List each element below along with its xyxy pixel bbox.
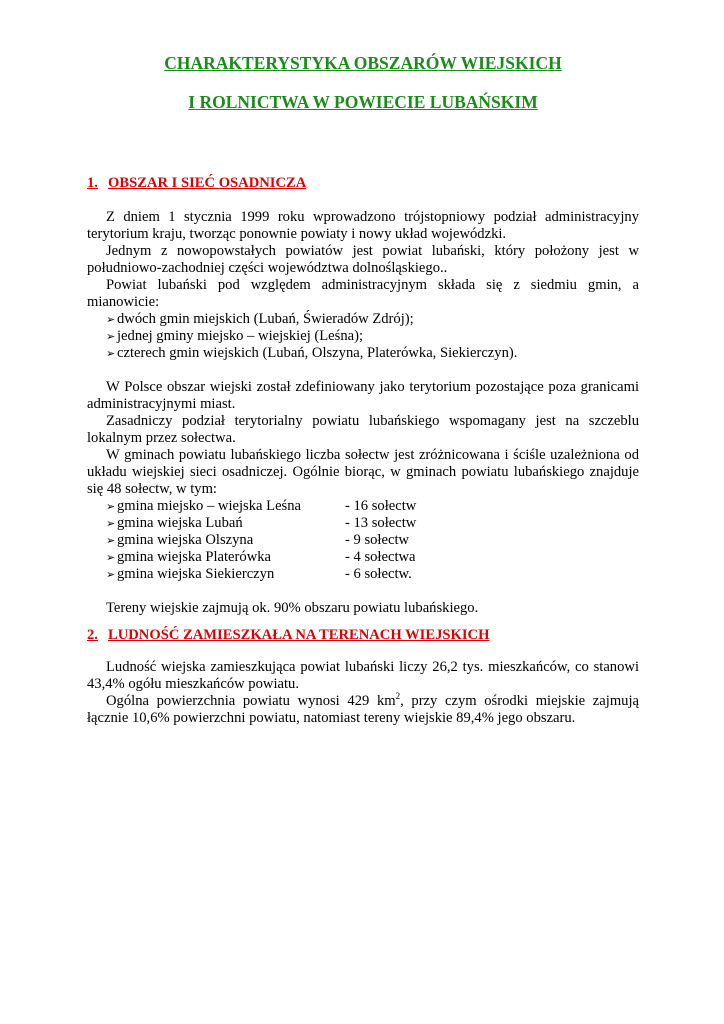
arrowhead-bullet-icon: ➢ <box>106 347 116 360</box>
arrowhead-bullet-icon: ➢ <box>106 517 116 530</box>
section1-paragraph: W gminach powiatu lubańskiego liczba sołectw jest zróżnicowana i ściśle uzależniona od układu wiejskiej sieci osadniczej. Ogólnie biorąc, w gminach powiatu lubańskiego znajduje się 48 sołectw, w tym: <box>87 447 639 497</box>
section1-paragraph: W Polsce obszar wiejski został zdefiniowany jako terytorium pozostające poza granicami administracyjnymi miast. <box>87 379 639 412</box>
section2-number: 2. <box>87 627 98 643</box>
section1-paragraph: Powiat lubański pod względem administracyjnym składa się z siedmiu gmin, a mianowicie: <box>87 277 639 310</box>
arrowhead-bullet-icon: ➢ <box>106 500 116 513</box>
arrowhead-bullet-icon: ➢ <box>106 534 116 547</box>
gminy-list <box>87 311 639 362</box>
section2-heading <box>87 627 639 644</box>
section1-paragraph: Jednym z nowopowstałych powiatów jest powiat lubański, który położony jest w południowo-zachodniej części województwa dolnośląskiego.. <box>87 243 639 276</box>
section1-paragraph: Tereny wiejskie zajmują ok. 90% obszaru powiatu lubańskiego. <box>106 600 479 616</box>
section1-paragraph: Zasadniczy podział terytorialny powiatu lubańskiego wspomagany jest na szczeblu lokalnym przez sołectwa. <box>87 413 639 446</box>
section1-number: 1. <box>87 175 98 191</box>
list-item: ➢ gmina wiejska Siekierczyn - 6 sołectw. <box>106 566 412 582</box>
arrowhead-bullet-icon: ➢ <box>106 551 116 564</box>
section2-paragraph: Ludność wiejska zamieszkująca powiat lubański liczy 26,2 tys. mieszkańców, co stanowi 43,4% ogółu mieszkańców powiatu. <box>87 659 639 692</box>
arrowhead-bullet-icon: ➢ <box>106 313 116 326</box>
list-item: ➢ jednej gminy miejsko – wiejskiej (Leśna); <box>106 328 364 344</box>
list-item: ➢ gmina wiejska Platerówka - 4 sołectwa <box>106 549 416 565</box>
list-item: ➢ dwóch gmin miejskich (Lubań, Świeradów Zdrój); <box>106 311 414 327</box>
arrowhead-bullet-icon: ➢ <box>106 568 116 581</box>
list-item: ➢ gmina wiejska Lubań - 13 sołectw <box>106 515 417 531</box>
solectwa-list <box>87 498 639 583</box>
document-page <box>87 0 639 727</box>
arrowhead-bullet-icon: ➢ <box>106 330 116 343</box>
list-item: ➢ gmina wiejska Olszyna - 9 sołectw <box>106 532 410 548</box>
section1-heading <box>87 175 639 192</box>
section1-paragraph: Z dniem 1 stycznia 1999 roku wprowadzono trójstopniowy podział administracyjny terytorium kraju, tworząc ponownie powiaty i nowy układ wojewódzki. <box>87 209 639 242</box>
document-title-line1: CHARAKTERYSTYKA OBSZARÓW WIEJSKICH <box>164 53 562 73</box>
document-title-line2: I ROLNICTWA W POWIECIE LUBAŃSKIM <box>188 92 538 112</box>
section2-paragraph: Ogólna powierzchnia powiatu wynosi 429 $km^2$, przy czym ośrodki miejskie zajmują łącznie 10,6% powierzchni powiatu, natomiast tereny wiejskie 89,4% jego obszaru. <box>87 691 639 726</box>
list-item: ➢ gmina miejsko – wiejska Leśna - 16 sołectw <box>106 498 417 514</box>
section1-title: OBSZAR I SIEĆ OSADNICZA <box>108 175 307 191</box>
section2-title: LUDNOŚĆ ZAMIESZKAŁA NA TERENACH WIEJSKICH <box>108 627 490 643</box>
list-item: ➢ czterech gmin wiejskich (Lubań, Olszyna, Platerówka, Siekierczyn). <box>106 345 518 361</box>
